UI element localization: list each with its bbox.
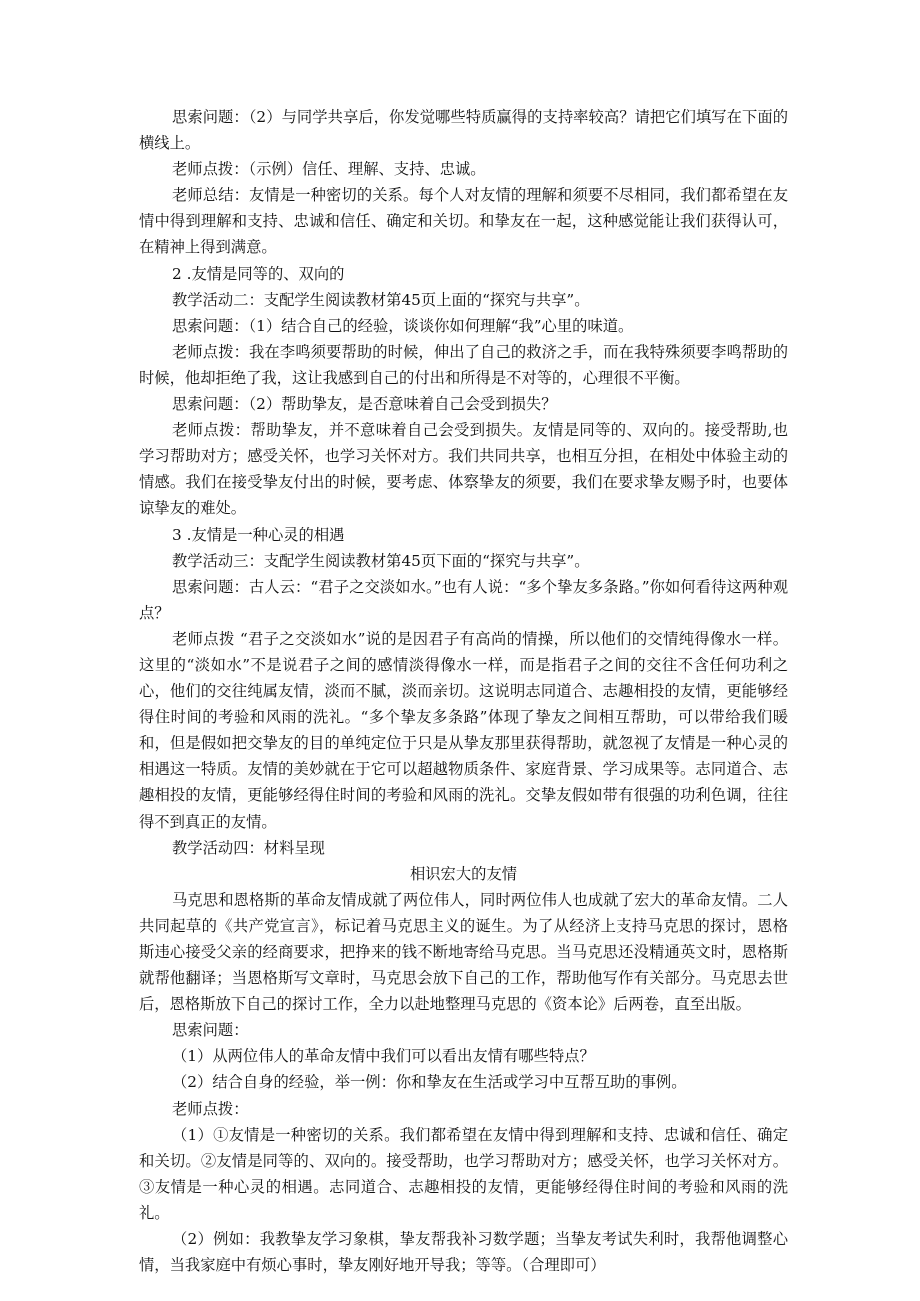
paragraph: 教学活动四：材料呈现 <box>172 838 325 857</box>
paragraph: 思索问题：（1）结合自己的经验，谈谈你如何理解“我”心里的味道。 <box>172 316 634 335</box>
section-heading: 3 .友情是一种心灵的相遇 <box>172 525 345 544</box>
paragraph: （1）①友情是一种密切的关系。我们都希望在友情中得到理解和支持、忠诚和信任、确定和关切。②友情是同等的、双向的。接受帮助，也学习帮助对方；感受关怀，也学习关怀对方。③友情是一种心灵的相遇。志同道合、志趣相投的友情，更能够经得住时间的考验和风雨的洗礼。 <box>139 1125 788 1222</box>
document-page <box>139 104 788 1278</box>
paragraph: （2）例如：我教挚友学习象棋，挚友帮我补习数学题；当挚友考试失利时，我帮他调整心情，当我家庭中有烦心事时，挚友刚好地开导我；等等。（合理即可） <box>139 1230 788 1275</box>
paragraph: （2）结合自身的经验，举一例：你和挚友在生活或学习中互帮互助的事例。 <box>172 1073 687 1092</box>
material-title: 相识宏大的友情 <box>409 864 518 883</box>
paragraph: （1）从两位伟人的革命友情中我们可以看出友情有哪些特点？ <box>172 1047 595 1066</box>
paragraph: 教学活动三：支配学生阅读教材第45页下面的“探究与共享”。 <box>172 551 590 570</box>
paragraph: 马克思和恩格斯的革命友情成就了两位伟人，同时两位伟人也成就了宏大的革命友情。二人共同起草的《共产党宣言》，标记着马克思主义的诞生。为了从经济上支持马克思的探讨，恩格斯违心接受父亲的经商要求，把挣来的钱不断地寄给马克思。当马克思还没精通英文时，恩格斯就帮他翻译；当恩格斯写文章时，马克思会放下自己的工作，帮助他写作有关部分。马克思去世后，恩格斯放下自己的探讨工作，全力以赴地整理马克思的《资本论》后两卷，直至出版。 <box>139 890 788 1014</box>
paragraph: 思索问题： <box>172 1021 249 1040</box>
paragraph: 老师点拨：帮助挚友，并不意味着自己会受到损失。友情是同等的、双向的。接受帮助,也学习帮助对方；感受关怀，也学习关怀对方。我们共同共享，也相互分担，在相处中体验主动的情感。我们在接受挚友付出的时候，要考虑、体察挚友的须要，我们在要求挚友赐予时，也要体谅挚友的难处。 <box>139 421 788 518</box>
paragraph: 思索问题：（2）与同学共享后，你发觉哪些特质赢得的支持率较高？请把它们填写在下面的横线上。 <box>139 108 788 153</box>
paragraph: 老师点拨：（示例）信任、理解、支持、忠诚。 <box>172 160 486 179</box>
paragraph: 思索问题：古人云：“君子之交淡如水。”也有人说：“多个挚友多条路。”你如何看待这两种观点？ <box>139 577 788 622</box>
paragraph: 老师点拨 “君子之交淡如水”说的是因君子有高尚的情操，所以他们的交情纯得像水一样。这里的“淡如水”不是说君子之间的感情淡得像水一样，而是指君子之间的交往不含任何功利之心，他们的交往纯属友情，淡而不腻，淡而亲切。这说明志同道合、志趣相投的友情，更能够经得住时间的考验和风雨的洗礼。“多个挚友多条路”体现了挚友之间相互帮助，可以带给我们暖和，但是假如把交挚友的目的单纯定位于只是从挚友那里获得帮助，就忽视了友情是一种心灵的相遇这一特质。友情的美妙就在于它可以超越物质条件、家庭背景、学习成果等。志同道合、志趣相投的友情，更能够经得住时间的考验和风雨的洗礼。交挚友假如带有很强的功利色调，往往得不到真正的友情。 <box>139 629 788 831</box>
paragraph: 老师点拨：我在李鸣须要帮助的时候，伸出了自己的救济之手，而在我特殊须要李鸣帮助的时候，他却拒绝了我，这让我感到自己的付出和所得是不对等的，心理很不平衡。 <box>139 342 788 387</box>
paragraph: 思索问题：（2）帮助挚友，是否意味着自己会受到损失？ <box>172 395 557 414</box>
paragraph: 老师总结：友情是一种密切的关系。每个人对友情的理解和须要不尽相同，我们都希望在友情中得到理解和支持、忠诚和信任、确定和关切。和挚友在一起，这种感觉能让我们获得认可，在精神上得到满意。 <box>139 186 788 257</box>
paragraph: 教学活动二：支配学生阅读教材第45页上面的“探究与共享”。 <box>172 290 590 309</box>
paragraph: 老师点拨： <box>172 1099 249 1118</box>
section-heading: 2 .友情是同等的、双向的 <box>172 264 345 283</box>
